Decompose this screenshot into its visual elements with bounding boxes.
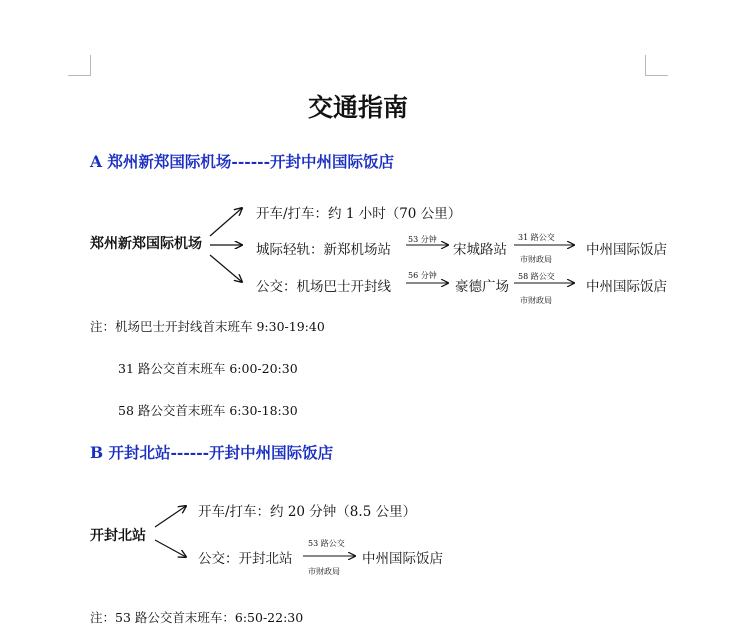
section-a-rail-arrow2-bottom: 市财政局 xyxy=(520,255,552,264)
section-a-rail-arrow1-label: 53 分钟 xyxy=(408,235,437,244)
section-a-bus-arrow2-top: 58 路公交 xyxy=(518,272,555,281)
section-b-bus-arrow-top: 53 路公交 xyxy=(308,539,345,548)
section-a-bus-start: 公交：机场巴士开封线 xyxy=(256,279,391,295)
section-b-bus-start: 公交：开封北站 xyxy=(198,551,293,567)
section-a-origin: 郑州新郑国际机场 xyxy=(90,236,202,252)
section-a-bus-arrow2-bottom: 市财政局 xyxy=(520,296,552,305)
section-b-origin: 开封北站 xyxy=(90,528,146,544)
section-a-arrow-bus xyxy=(210,255,242,282)
section-a-arrow-drive xyxy=(210,208,242,236)
section-a-rail-end: 中州国际饭店 xyxy=(586,242,667,258)
section-b-note-1: 注：53 路公交首末班车：6:50-22:30 xyxy=(90,610,304,625)
section-a-rail-start: 城际轻轨：新郑机场站 xyxy=(256,242,391,258)
section-a-note-3: 58 路公交首末班车 6:30-18:30 xyxy=(118,403,298,418)
section-a-rail-mid: 宋城路站 xyxy=(453,242,507,258)
section-a-note-1: 注：机场巴士开封线首末班车 9:30-19:40 xyxy=(90,319,325,334)
section-a-route-drive: 开车/打车：约 1 小时（70 公里） xyxy=(256,206,462,222)
section-a-bus-end: 中州国际饭店 xyxy=(586,279,667,295)
section-b-bus-arrow-bottom: 市财政局 xyxy=(308,567,340,576)
section-b-arrow-bus xyxy=(155,540,186,557)
section-a-rail-arrow2-top: 31 路公交 xyxy=(518,233,555,242)
page-title: 交通指南 xyxy=(308,93,409,122)
section-b-arrow-drive xyxy=(155,506,186,527)
section-a-heading: A 郑州新郑国际机场------开封中州国际饭店 xyxy=(90,152,395,171)
section-b-route-drive: 开车/打车：约 20 分钟（8.5 公里） xyxy=(198,504,417,520)
section-a-bus-arrow1-label: 56 分钟 xyxy=(408,271,437,280)
section-b-bus-end: 中州国际饭店 xyxy=(362,551,443,567)
section-a-note-2: 31 路公交首末班车 6:00-20:30 xyxy=(118,361,298,376)
section-b-heading: B 开封北站------开封中州国际饭店 xyxy=(90,443,334,462)
section-a-bus-mid: 豪德广场 xyxy=(455,279,509,295)
